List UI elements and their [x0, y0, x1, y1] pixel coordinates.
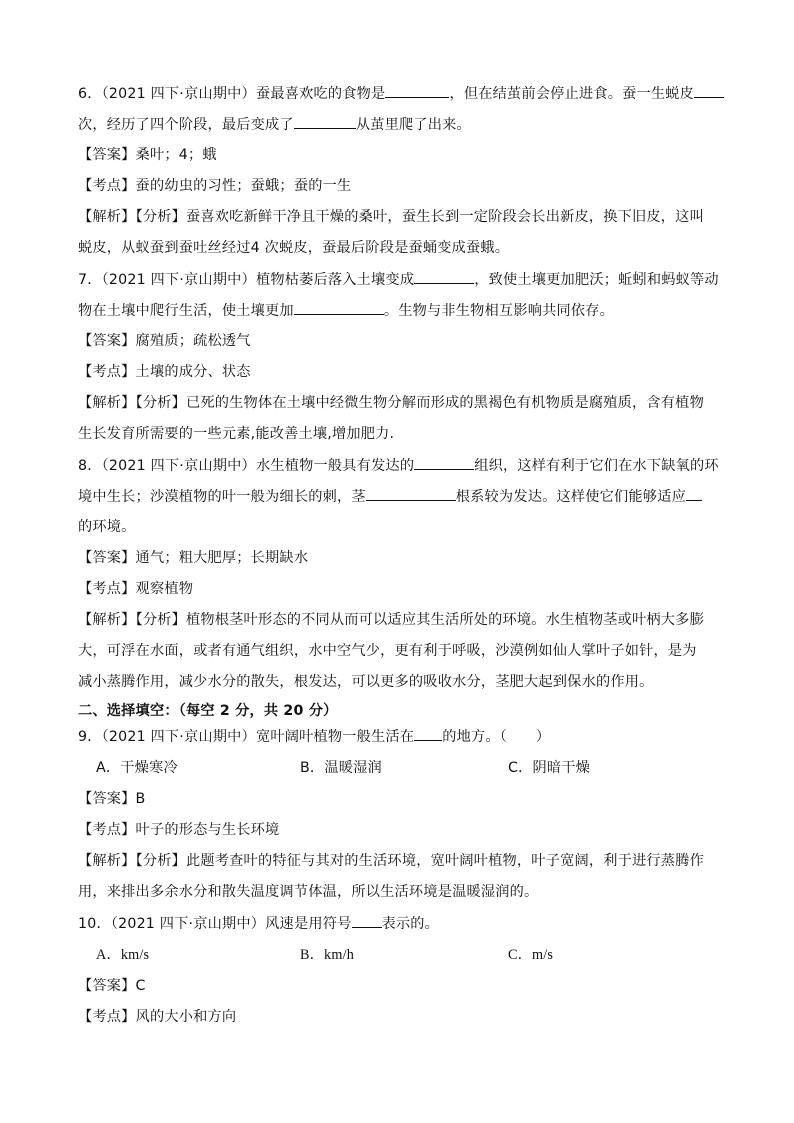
q8-analysis-3: 减小蒸腾作用，减少水分的散失，根发达，可以更多的吸收水分，茎肥大起到保水的作用。 — [78, 674, 654, 690]
blank — [294, 300, 384, 315]
option-c: C．阴暗干燥 — [508, 760, 591, 776]
option-a: A．km/s — [96, 947, 150, 963]
blank — [686, 486, 702, 501]
blank — [385, 83, 449, 98]
q7-point: 【考点】土壤的成分、状态 — [78, 364, 251, 380]
option-b: B．温暖湿润 — [300, 760, 382, 776]
q9-line1: 9．（2021 四下·京山期中）宽叶阔叶植物一般生活在 的地方。（ ） — [78, 726, 734, 747]
blank — [366, 486, 456, 501]
q7-line1: 7．（2021 四下·京山期中）植物枯萎后落入土壤变成 ，致使土壤更加肥沃；蚯蚓和蚂蚁等动 — [78, 269, 734, 290]
q10-line1: 10．（2021 四下·京山期中）风速是用符号 表示的。 — [78, 913, 734, 934]
blank — [294, 114, 356, 129]
q10-point: 【考点】风的大小和方向 — [78, 1009, 237, 1025]
q9-answer: 【答案】B — [78, 791, 146, 807]
q9-analysis-1: 【解析】【分析】此题考查叶的特征与其对的生活环境，宽叶阔叶植物，叶子宽阔，利于进行蒸腾作 — [78, 853, 704, 869]
q8-analysis-1: 【解析】【分析】植物根茎叶形态的不同从而可以适应其生活所处的环境。水生植物茎或叶柄大多膨 — [78, 612, 704, 628]
q8-point: 【考点】观察植物 — [78, 581, 194, 597]
q8-line3: 的环境。 — [78, 519, 136, 535]
q8-line2: 境中生长；沙漠植物的叶一般为细长的刺，茎 根系较为发达。这样使它们能够适应 — [78, 486, 734, 507]
blank — [414, 726, 442, 741]
blank — [352, 913, 382, 928]
option-b: B．km/h — [300, 947, 355, 963]
option-c: C．m/s — [508, 947, 554, 963]
q6-line1: 6．（2021 四下·京山期中）蚕最喜欢吃的食物是 ，但在结茧前会停止进食。蚕一生蜕皮 — [78, 83, 734, 104]
q8-analysis-2: 大，可浮在水面，或者有通气组织，水中空气少，更有利于呼吸，沙漠例如仙人掌叶子如针，是为 — [78, 643, 697, 659]
blank — [694, 83, 724, 98]
q6-answer: 【答案】桑叶；4；蛾 — [78, 147, 217, 163]
section-heading: 二、选择填空：（每空 2 分，共 20 分） — [78, 703, 338, 719]
q9-point: 【考点】叶子的形态与生长环境 — [78, 822, 280, 838]
q7-analysis-1: 【解析】【分析】已死的生物体在土壤中经微生物分解而形成的黑褐色有机物质是腐殖质，含有植物 — [78, 395, 704, 411]
q6-point: 【考点】蚕的幼虫的习性；蚕蛾；蚕的一生 — [78, 178, 352, 194]
q9-analysis-2: 用，来排出多余水分和散失温度调节体温，所以生活环境是温暖湿润的。 — [78, 884, 539, 900]
q10-answer: 【答案】C — [78, 978, 146, 994]
q6-line2: 次，经历了四个阶段，最后变成了 从茧里爬了出来。 — [78, 114, 734, 135]
option-a: A．干燥寒冷 — [96, 760, 178, 776]
q6-analysis-1: 【解析】【分析】蚕喜欢吃新鲜干净且干燥的桑叶，蚕生长到一定阶段会长出新皮，换下旧皮，这叫 — [78, 209, 704, 225]
blank — [414, 455, 474, 470]
q6-analysis-2: 蜕皮，从蚁蚕到蚕吐丝经过4 次蜕皮，蚕最后阶段是蚕蛹变成蚕蛾。 — [78, 240, 510, 256]
q8-line1: 8．（2021 四下·京山期中）水生植物一般具有发达的 组织，这样有利于它们在水下缺氧的环 — [78, 455, 734, 476]
q8-answer: 【答案】通气；粗大肥厚；长期缺水 — [78, 550, 309, 566]
q7-analysis-2: 生长发育所需要的一些元素,能改善土壤,增加肥力. — [78, 426, 395, 442]
blank — [414, 269, 474, 284]
q7-answer: 【答案】腐殖质；疏松透气 — [78, 333, 251, 349]
q7-line2: 物在土壤中爬行生活，使土壤更加 。生物与非生物相互影响共同依存。 — [78, 300, 734, 321]
